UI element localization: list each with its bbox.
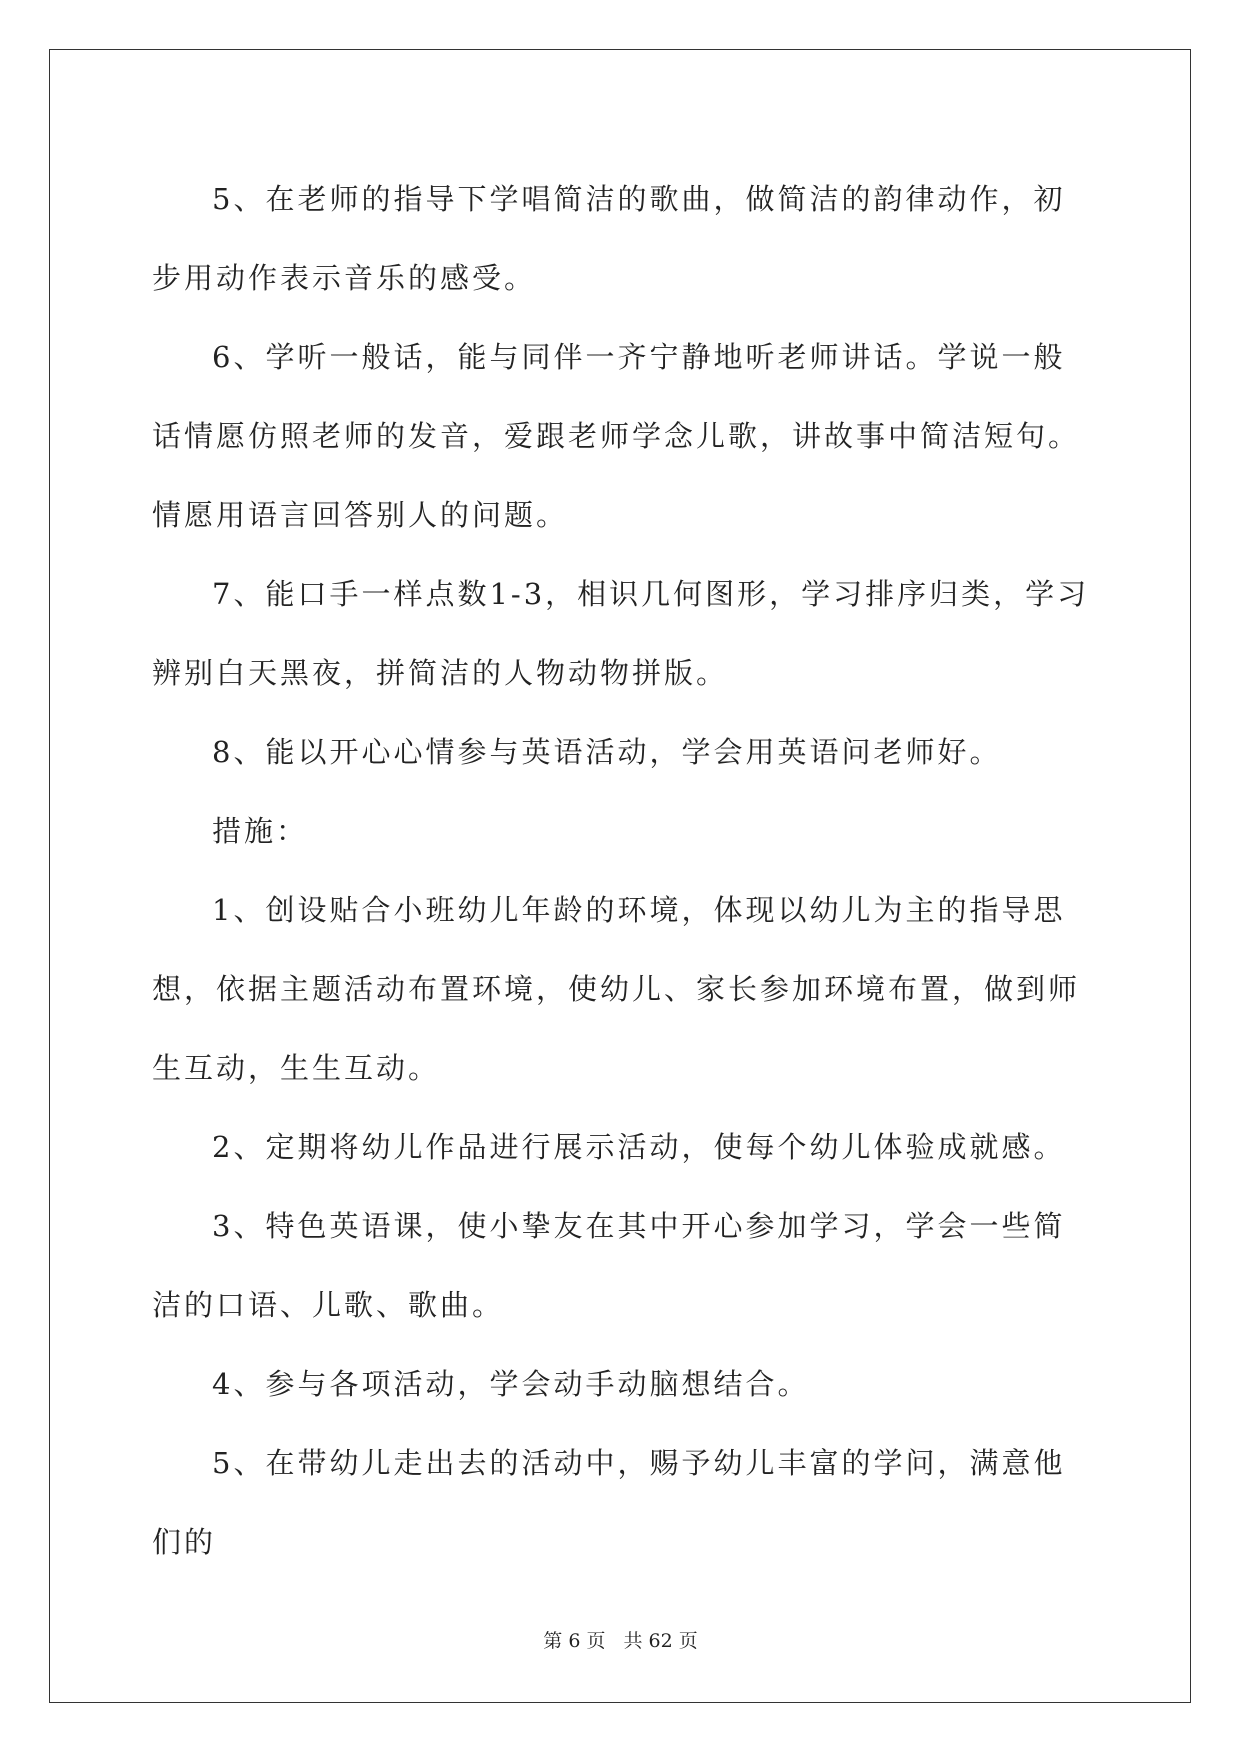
paragraph: 1、创设贴合小班幼儿年龄的环境，体现以幼儿为主的指导思想，依据主题活动布置环境，使幼儿、家长参加环境布置，做到师生互动，生生互动。 [152,893,1081,1085]
page-total: 共 62 页 [623,1630,698,1652]
document-body [152,160,1092,1601]
paragraph: 2、定期将幼儿作品进行展示活动，使每个幼儿体验成就感。 [212,1130,1066,1164]
paragraph: 5、在带幼儿走出去的活动中，赐予幼儿丰富的学问，满意他们的 [152,1446,1066,1559]
section-heading: 措施： [212,814,309,848]
paragraph: 4、参与各项活动，学会动手动脑想结合。 [212,1367,810,1401]
paragraph: 3、特色英语课，使小挚友在其中开心参加学习，学会一些简洁的口语、儿歌、歌曲。 [152,1209,1066,1322]
page-footer [0,1626,1241,1653]
paragraph: 5、在老师的指导下学唱简洁的歌曲，做简洁的韵律动作，初步用动作表示音乐的感受。 [152,182,1066,295]
paragraph: 7、能口手一样点数1-3，相识几何图形，学习排序归类，学习辨别白天黑夜，拼简洁的人物动物拼版。 [152,577,1090,690]
paragraph: 6、学听一般话，能与同伴一齐宁静地听老师讲话。学说一般话情愿仿照老师的发音，爱跟老师学念儿歌，讲故事中简洁短句。情愿用语言回答别人的问题。 [152,340,1081,532]
paragraph: 8、能以开心心情参与英语活动，学会用英语问老师好。 [212,735,1002,769]
page-number: 第 6 页 [543,1630,606,1652]
